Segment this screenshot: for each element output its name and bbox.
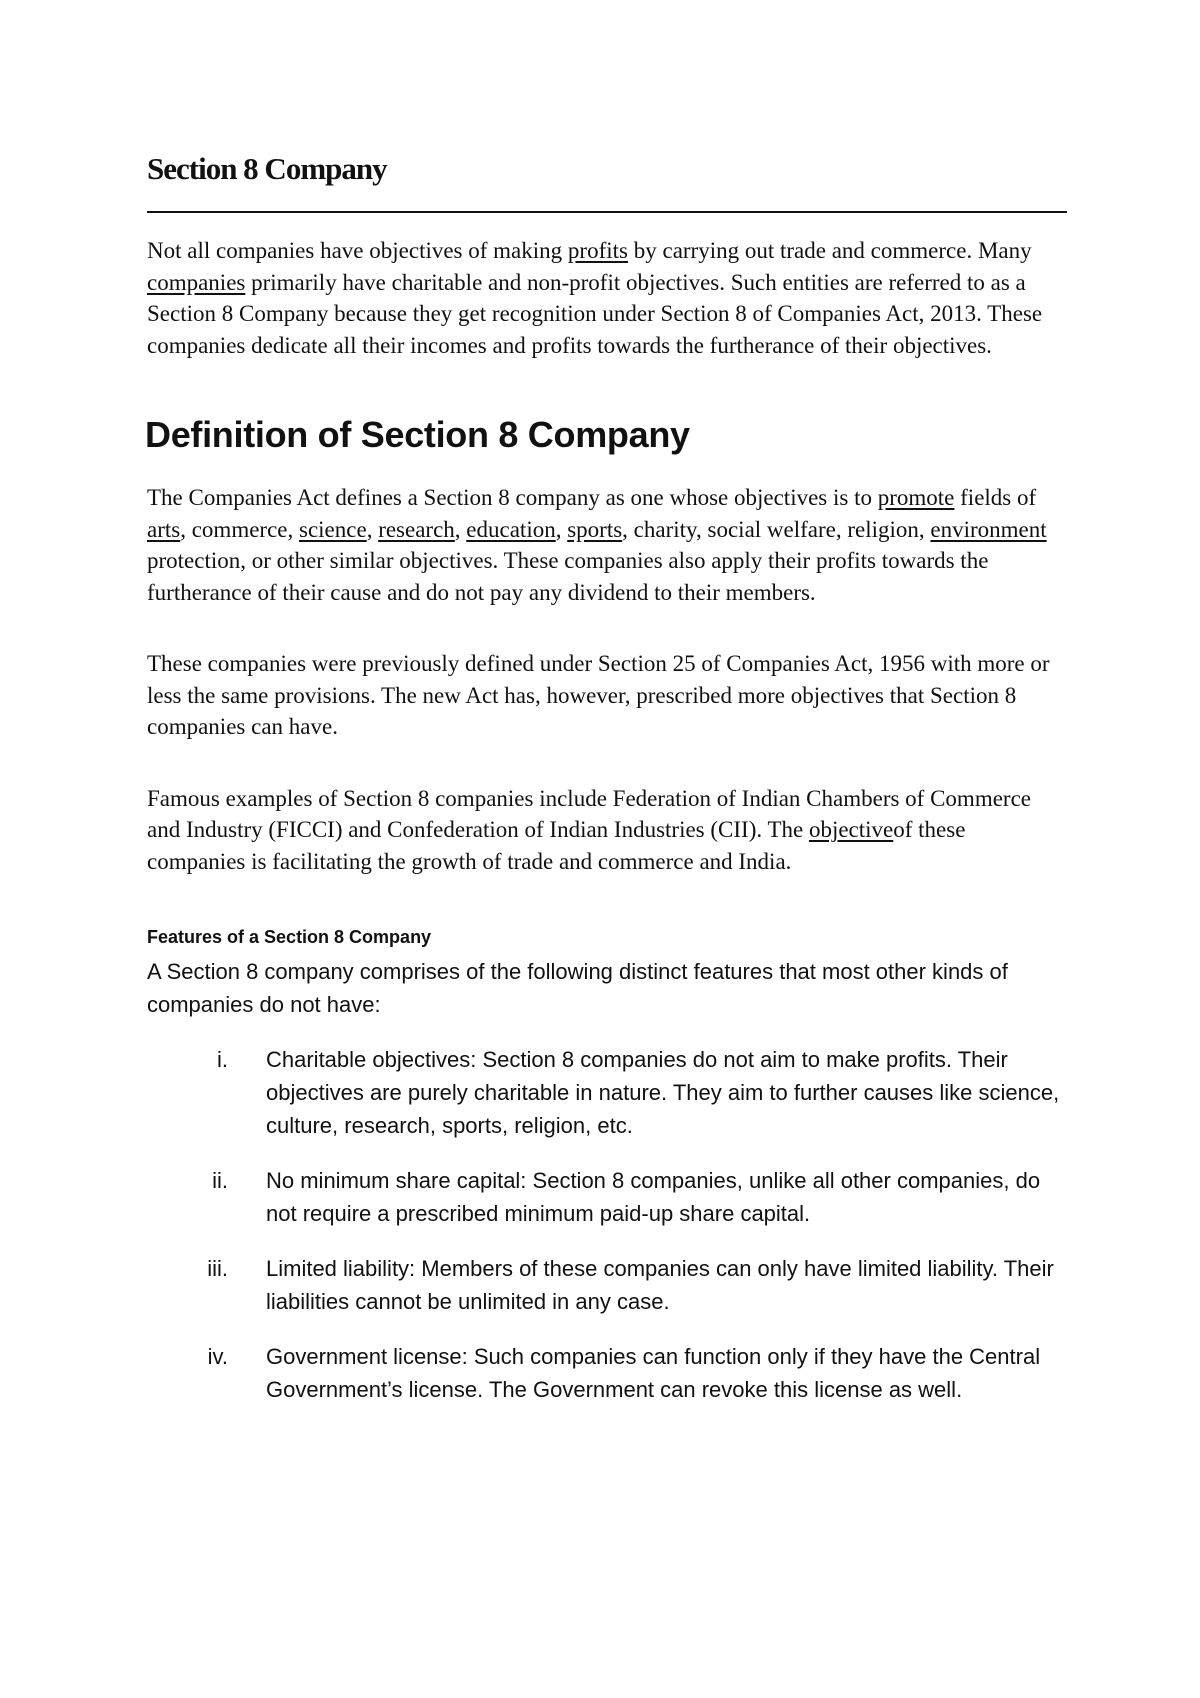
features-heading: Features of a Section 8 Company [147, 927, 432, 948]
list-item-text: Limited liability: Members of these companies can only have limited liability. Their liabilities cannot be unlimited in any case. [266, 1255, 1054, 1314]
list-item [147, 1252, 1067, 1318]
document-title: Section 8 Company [147, 151, 387, 186]
inline-link-sports[interactable]: sports [567, 516, 623, 542]
definition-heading: Definition of Section 8 Company [145, 414, 690, 456]
definition-paragraph-1: The Companies Act defines a Section 8 company as one whose objectives is to promote fields of arts, commerce, science, research, education, sports, charity, social welfare, religion, environment protection, or other similar objectives. These companies also apply their profits towards the furtherance of their cause and do not pay any dividend to their members. [147, 485, 1047, 605]
list-item-text: No minimum share capital: Section 8 companies, unlike all other companies, do not require a prescribed minimum paid-up share capital. [266, 1167, 1041, 1226]
list-item-text: Government license: Such companies can function only if they have the Central Government’s license. The Government can revoke this license as well. [266, 1343, 1041, 1402]
list-item-number: ii. [212, 1167, 228, 1193]
inline-link-arts[interactable]: arts [147, 516, 181, 542]
title-divider [147, 211, 1067, 213]
inline-link-objective[interactable]: objective [808, 817, 894, 843]
inline-link-profits[interactable]: profits [567, 238, 628, 264]
list-item [147, 1043, 1067, 1142]
inline-link-research[interactable]: research [378, 516, 455, 542]
inline-link-education[interactable]: education [466, 516, 556, 542]
inline-link-environment[interactable]: environment [930, 516, 1047, 542]
document-page [147, 150, 1067, 1428]
inline-link-science[interactable]: science [299, 516, 367, 542]
list-item [147, 1340, 1067, 1406]
features-list [147, 1043, 1067, 1406]
list-item-number: i. [217, 1046, 228, 1072]
definition-paragraph-2: These companies were previously defined under Section 25 of Companies Act, 1956 with more or less the same provisions. The new Act has, however, prescribed more objectives that Section 8 companies can have. [147, 651, 1050, 740]
definition-paragraph-3: Famous examples of Section 8 companies include Federation of Indian Chambers of Commerce and Industry (FICCI) and Confederation of Indian Industries (CII). The objectiveof these companies is facilitating the growth of trade and commerce and India. [147, 785, 1031, 874]
list-item-number: iv. [207, 1343, 228, 1369]
list-item-text: Charitable objectives: Section 8 companies do not aim to make profits. Their objectives are purely charitable in nature. They aim to further causes like science, culture, research, sports, religion, etc. [266, 1046, 1060, 1138]
list-item-number: iii. [207, 1255, 228, 1281]
intro-paragraph: Not all companies have objectives of making profits by carrying out trade and commerce. Many companies primarily have charitable and non-profit objectives. Such entities are referred to as a Section 8 Company because they get recognition under Section 8 of Companies Act, 2013. These companies dedicate all their incomes and profits towards the furtherance of their objectives. [147, 238, 1043, 358]
inline-link-promote[interactable]: promote [877, 485, 955, 511]
inline-link-companies[interactable]: companies [147, 269, 246, 295]
features-intro: A Section 8 company comprises of the following distinct features that most other kinds of companies do not have: [147, 958, 1008, 1017]
list-item [147, 1164, 1067, 1230]
